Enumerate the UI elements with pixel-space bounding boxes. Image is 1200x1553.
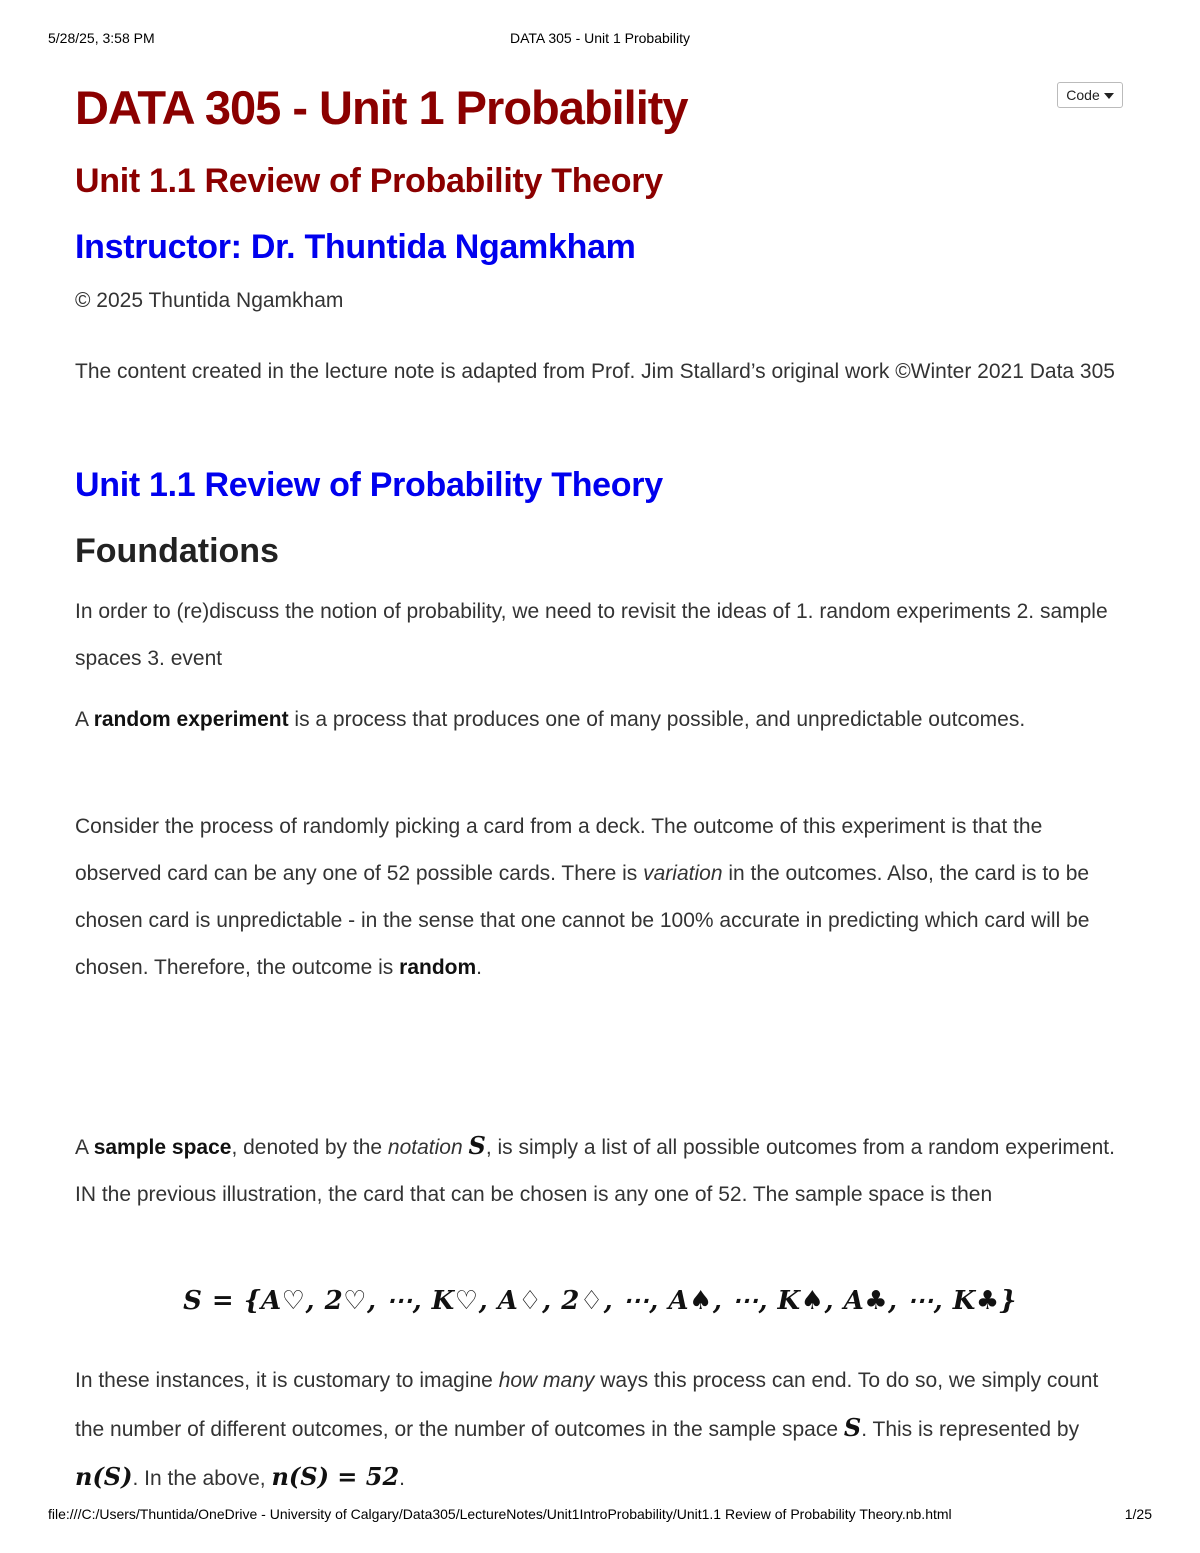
code-dropdown-button[interactable] xyxy=(1057,82,1123,108)
print-footer xyxy=(48,1506,1152,1524)
math-n-of-s-equals-52: n(S) = 52 xyxy=(271,1462,400,1491)
consider-paragraph xyxy=(75,803,1125,991)
term-how-many: how many xyxy=(498,1369,595,1392)
text-run: In these instances, it is customary to imagine xyxy=(75,1369,499,1392)
math-symbol-s: S xyxy=(468,1131,486,1160)
math-n-of-s: n(S) xyxy=(75,1462,133,1491)
text-run: Consider the process of randomly picking a card from a deck. The outcome of this experiment is that the observed card can be any one of 52 possible cards. There is xyxy=(75,815,1043,885)
math-symbol-s: S xyxy=(843,1413,862,1442)
text-run: . This is represented by xyxy=(861,1418,1080,1441)
text-run: ways this process can end. To do so, we simply count the number of different outcomes, or the number of outcomes in the sample space xyxy=(75,1369,1099,1441)
text-run: , denoted by the xyxy=(231,1136,388,1159)
section-heading: Unit 1.1 Review of Probability Theory xyxy=(75,466,663,504)
term-notation: notation xyxy=(387,1136,463,1159)
document-subtitle: Unit 1.1 Review of Probability Theory xyxy=(75,162,663,200)
print-page-number: 1/25 xyxy=(1124,1506,1152,1522)
print-date: 5/28/25, 3:58 PM xyxy=(48,30,155,46)
text-run: . xyxy=(476,956,482,979)
text-run: is a process that produces one of many possible, and unpredictable outcomes. xyxy=(288,708,1026,731)
term-variation: variation xyxy=(643,862,723,885)
code-button-label: Code xyxy=(1066,87,1100,103)
credit-paragraph: The content created in the lecture note is adapted from Prof. Jim Stallard’s original work ©Winter 2021 Data 305 xyxy=(75,360,1115,383)
text-run: . In the above, xyxy=(132,1467,272,1490)
print-header xyxy=(48,30,1152,48)
sample-space-formula: S = {A♡, 2♡, ⋯, K♡, A♢, 2♢, ⋯, A♠, ⋯, K♠, A♣, ⋯, K♣} xyxy=(183,1286,1017,1316)
document-title: DATA 305 - Unit 1 Probability xyxy=(75,81,688,134)
subsection-heading: Foundations xyxy=(75,532,279,570)
copyright-text: © 2025 Thuntida Ngamkham xyxy=(75,289,344,312)
intro-paragraph: In order to (re)discuss the notion of probability, we need to revisit the ideas of 1. random experiments 2. sample spaces 3. event xyxy=(75,600,1108,670)
random-experiment-paragraph xyxy=(75,696,1125,743)
caret-down-icon xyxy=(1104,93,1114,99)
sample-space-paragraph xyxy=(75,1122,1125,1218)
term-sample-space: sample space xyxy=(93,1136,232,1159)
term-random: random xyxy=(399,956,477,979)
print-doc-title: DATA 305 - Unit 1 Probability xyxy=(509,30,690,46)
text-run: . xyxy=(399,1467,405,1490)
text-run: A xyxy=(75,708,94,731)
term-random-experiment: random experiment xyxy=(93,708,289,731)
instructor-heading: Instructor: Dr. Thuntida Ngamkham xyxy=(75,228,636,266)
counting-paragraph xyxy=(75,1357,1125,1502)
text-run: A xyxy=(75,1136,94,1159)
text-run: in the outcomes. Also, the card is to be chosen card is unpredictable - in the sense that one cannot be 100% accurate in predicting which card will be chosen. Therefore, the outcome is xyxy=(75,862,1090,979)
text-run: , is simply a list of all possible outcomes from a random experiment. IN the previous illustration, the card that can be chosen is any one of 52. The sample space is then xyxy=(75,1136,1115,1206)
print-file-path: file:///C:/Users/Thuntida/OneDrive - University of Calgary/Data305/LectureNotes/Unit1IntroProbability/Unit1.1 Review of Probability Theory.nb.html xyxy=(48,1506,952,1522)
